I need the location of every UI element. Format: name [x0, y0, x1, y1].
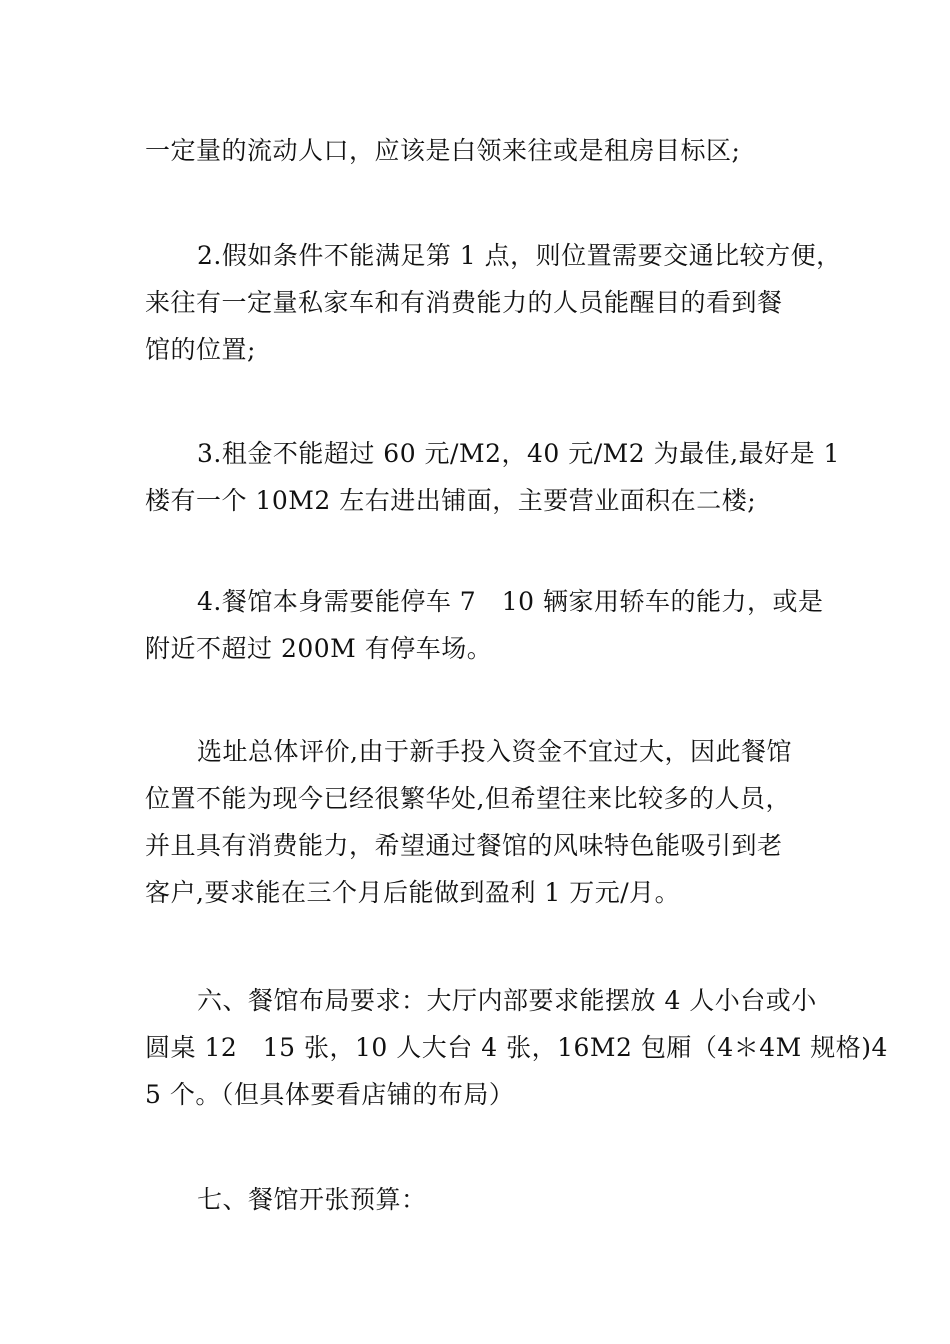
- text-line: 并且具有消费能力，希望通过餐馆的风味特色能吸引到老: [145, 831, 783, 860]
- text-line: 圆桌 12 15 张，10 人大台 4 张，16M2 包厢（4＊4M 规格)4: [145, 1033, 888, 1062]
- text-line: 楼有一个 10M2 左右进出铺面，主要营业面积在二楼;: [145, 486, 757, 515]
- paragraph-site-evaluation: [145, 728, 815, 916]
- paragraph-section-6-layout: [145, 977, 888, 1118]
- paragraph-location-requirement-1-tail: [145, 127, 815, 174]
- paragraph-parking-requirement-4: [145, 578, 824, 672]
- text-line: 5 个。（但具体要看店铺的布局）: [145, 1080, 515, 1109]
- text-line: 3.租金不能超过 60 元/M2，40 元/M2 为最佳,最好是 1: [197, 439, 840, 468]
- text-line: 位置不能为现今已经很繁华处,但希望往来比较多的人员，: [145, 784, 791, 813]
- text-line: 附近不超过 200M 有停车场。: [145, 634, 493, 663]
- text-line: 来往有一定量私家车和有消费能力的人员能醒目的看到餐: [145, 288, 783, 317]
- text-line: 六、餐馆布局要求：大厅内部要求能摆放 4 人小台或小: [197, 986, 817, 1015]
- text-line: 4.餐馆本身需要能停车 7 10 辆家用轿车的能力，或是: [197, 587, 824, 616]
- text-line: 2.假如条件不能满足第 1 点，则位置需要交通比较方便，: [197, 241, 842, 270]
- paragraph-location-requirement-2: [145, 232, 842, 373]
- text-line: 馆的位置;: [145, 335, 256, 364]
- text-line: 七、餐馆开张预算：: [197, 1185, 427, 1214]
- paragraph-section-7-heading: [145, 1176, 815, 1223]
- paragraph-rent-requirement-3: [145, 430, 840, 524]
- text-line: 一定量的流动人口，应该是白领来往或是租房目标区;: [145, 136, 741, 165]
- text-line: 选址总体评价,由于新手投入资金不宜过大，因此餐馆: [197, 737, 792, 766]
- text-line: 客户,要求能在三个月后能做到盈利 1 万元/月。: [145, 878, 681, 907]
